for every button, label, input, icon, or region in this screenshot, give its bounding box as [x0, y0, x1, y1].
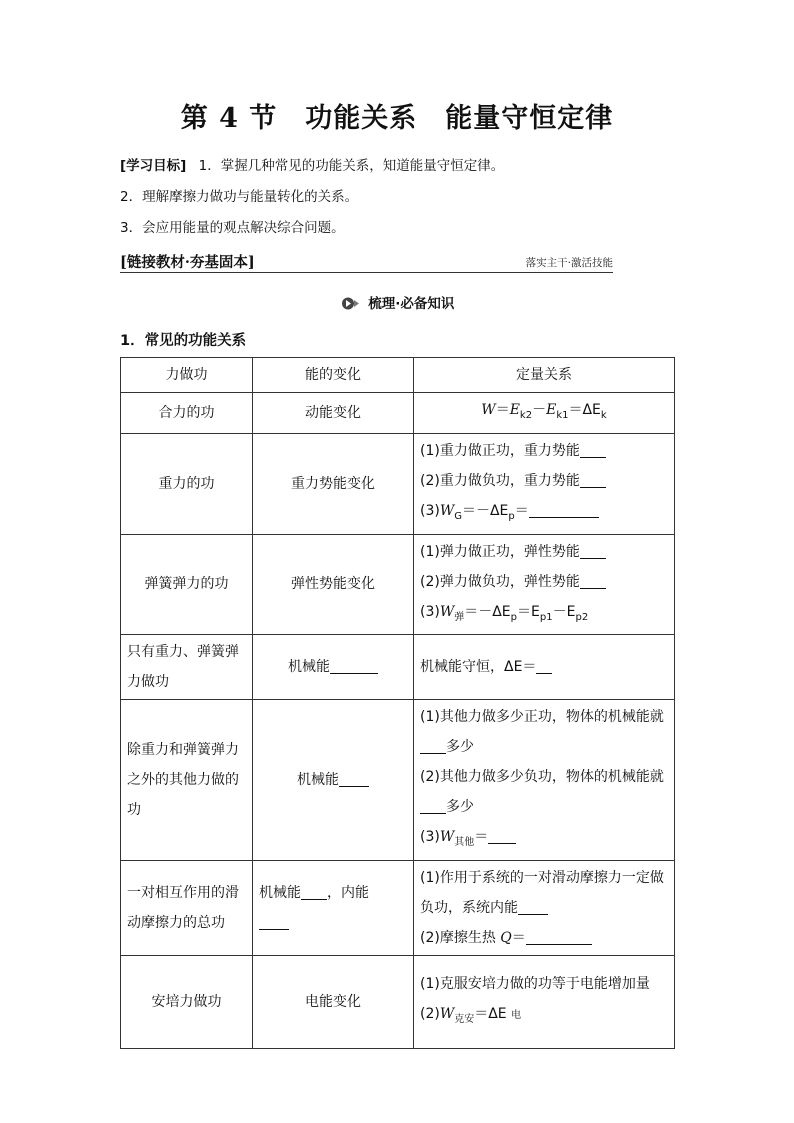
work-energy-table — [120, 357, 675, 1049]
cell-change: 动能变化 — [253, 393, 414, 434]
cell-change: 弹性势能变化 — [253, 534, 414, 635]
cell-relation: (1)重力做正功，重力势能 (2)重力做负功，重力势能 $(3)W_G=-\Delta E_p=$ — [414, 433, 675, 534]
learning-goal-2: 2．理解摩擦力做功与能量转化的关系。 — [120, 189, 359, 205]
sub-heading-text: 梳理·必备知识 — [368, 296, 455, 312]
table-header-force: 力做功 — [121, 358, 253, 393]
cell-force: 重力的功 — [121, 433, 253, 534]
cell-relation: (1)作用于系统的一对滑动摩擦力一定做负功，系统内能 (2)摩擦生热 Q＝ — [414, 861, 675, 956]
table-row — [121, 956, 675, 1049]
sub-heading — [0, 292, 794, 312]
cell-force: 合力的功 — [121, 393, 253, 434]
table-row — [121, 635, 675, 700]
table-header-relation: 定量关系 — [414, 358, 675, 393]
learning-goal-1 — [120, 154, 504, 174]
table-row — [121, 393, 675, 434]
table-row — [121, 700, 675, 861]
cell-force: 只有重力、弹簧弹力做功 — [121, 635, 253, 700]
cell-force: 除重力和弹簧弹力之外的其他力做的功 — [121, 700, 253, 861]
cell-change: 机械能 — [253, 635, 414, 700]
cell-force: 安培力做功 — [121, 956, 253, 1049]
cell-relation: (1)其他力做多少正功，物体的机械能就多少 (2)其他力做多少负功，物体的机械能就多少 $(3)W_{其他}=$ — [414, 700, 675, 861]
cell-relation: (1)克服安培力做的功等于电能增加量 $(2)W_{克安}=\Delta E$ 电 — [414, 956, 675, 1049]
table-row — [121, 861, 675, 956]
cell-force: 弹簧弹力的功 — [121, 534, 253, 635]
learning-goals-label: [学习目标] — [120, 158, 187, 174]
table-row — [121, 433, 675, 534]
heading-common-work-energy: 1．常见的功能关系 — [120, 333, 247, 349]
cell-force: 一对相互作用的滑动摩擦力的总功 — [121, 861, 253, 956]
play-arrow-icon — [340, 297, 360, 310]
cell-change: 电能变化 — [253, 956, 414, 1049]
cell-relation: $W=E_{k2}-E_{k1}=\Delta E_k$ — [414, 393, 675, 434]
section-tagline: 落实主干·激活技能 — [525, 257, 613, 269]
table-header-row — [121, 358, 675, 393]
section-bar — [120, 250, 613, 273]
learning-goal-1-text: 1．掌握几种常见的功能关系，知道能量守恒定律。 — [198, 158, 505, 174]
learning-goal-3: 3．会应用能量的观点解决综合问题。 — [120, 220, 345, 236]
cell-relation: (1)弹力做正功，弹性势能 (2)弹力做负功，弹性势能 $(3)W_弹=-\Delta E_p=E_{p1}-E_{p2}$ — [414, 534, 675, 635]
page-title: 第 4 节 功能关系 能量守恒定律 — [180, 103, 614, 134]
cell-relation: 机械能守恒，ΔE＝ — [414, 635, 675, 700]
cell-change: 机械能 — [253, 700, 414, 861]
cell-change: 重力势能变化 — [253, 433, 414, 534]
table-header-change: 能的变化 — [253, 358, 414, 393]
section-title: [链接教材·夯基固本] — [120, 254, 255, 271]
table-row — [121, 534, 675, 635]
cell-change: 机械能 ，内能 — [253, 861, 414, 956]
